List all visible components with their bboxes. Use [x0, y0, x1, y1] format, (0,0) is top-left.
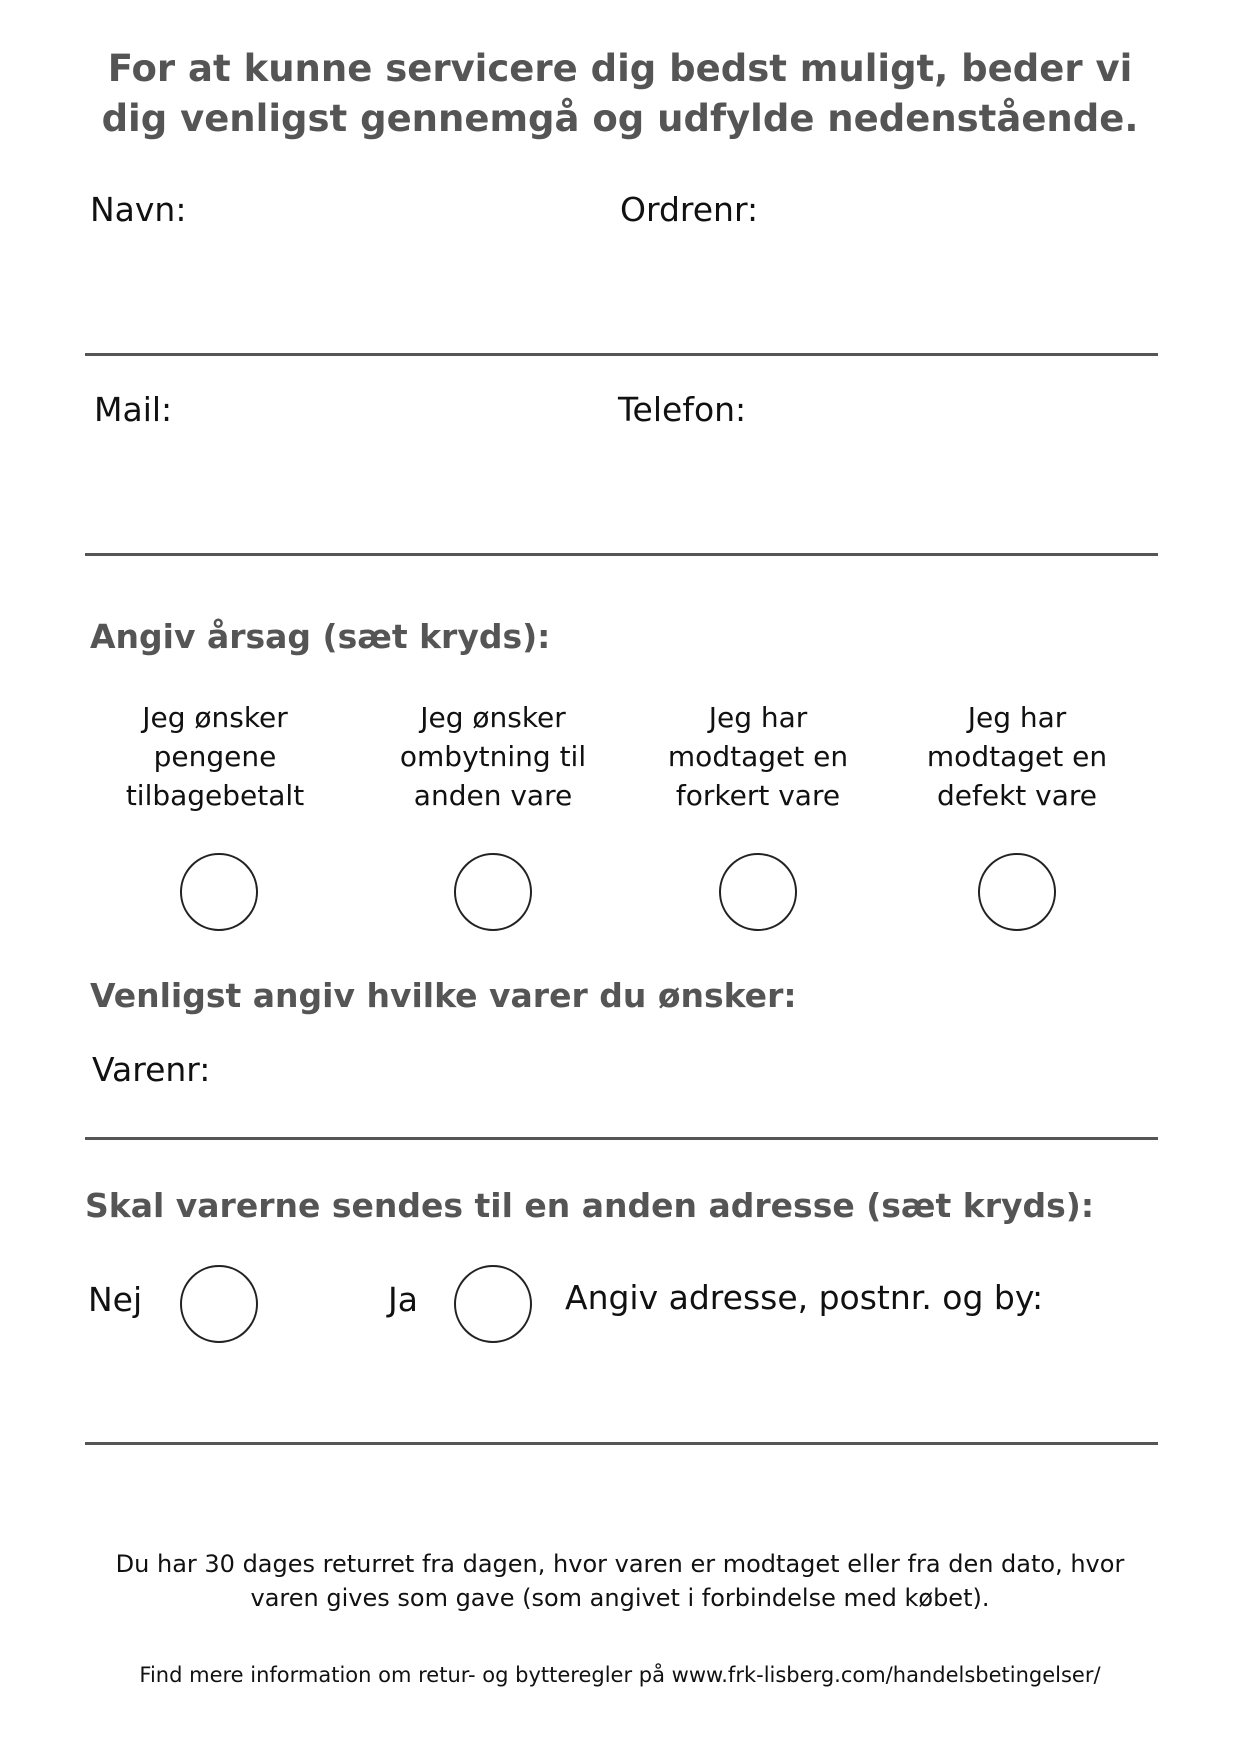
address-heading: Skal varerne sendes til en anden adresse (sæt kryds): — [85, 1186, 1095, 1225]
mail-label: Mail: — [94, 390, 173, 429]
address-line[interactable] — [85, 1442, 1158, 1445]
no-label: Nej — [88, 1280, 143, 1319]
navn-label: Navn: — [90, 190, 187, 229]
reason-option-exchange-label: Jeg ønsker ombytning til anden vare — [399, 701, 587, 812]
yes-label: Ja — [388, 1280, 418, 1319]
intro-text: For at kunne servicere dig bedst muligt, beder vi dig venligst gennemgå og udfylde nedenstående. — [101, 47, 1139, 140]
reason-option-wrong-item-label: Jeg har modtaget en forkert vare — [667, 701, 849, 812]
reason-option-defect-label: Jeg har modtaget en defekt vare — [926, 701, 1108, 812]
varenr-label: Varenr: — [92, 1050, 211, 1089]
info-link-text: Find mere information om retur- og bytteregler på www.frk-lisberg.com/handelsbetingelser/ — [139, 1663, 1101, 1687]
yes-checkbox[interactable] — [454, 1265, 532, 1343]
reason-wrong-item-checkbox[interactable] — [719, 853, 797, 931]
items-heading: Venligst angiv hvilke varer du ønsker: — [90, 976, 797, 1015]
return-policy-note: Du har 30 dages returret fra dagen, hvor varen er modtaget eller fra den dato, hvor varen gives som gave (som angivet i forbindelse med købet). — [115, 1550, 1125, 1612]
reason-defect-checkbox[interactable] — [978, 853, 1056, 931]
ordrenr-label: Ordrenr: — [620, 190, 759, 229]
telefon-label: Telefon: — [618, 390, 747, 429]
no-checkbox[interactable] — [180, 1265, 258, 1343]
reason-option-refund-label: Jeg ønsker pengene tilbagebetalt — [125, 701, 305, 812]
reason-heading: Angiv årsag (sæt kryds): — [90, 617, 551, 656]
reason-refund-checkbox[interactable] — [180, 853, 258, 931]
navn-ordrenr-line[interactable] — [85, 353, 1158, 356]
address-label: Angiv adresse, postnr. og by: — [565, 1278, 1044, 1317]
varenr-line[interactable] — [85, 1137, 1158, 1140]
reason-exchange-checkbox[interactable] — [454, 853, 532, 931]
mail-telefon-line[interactable] — [85, 553, 1158, 556]
